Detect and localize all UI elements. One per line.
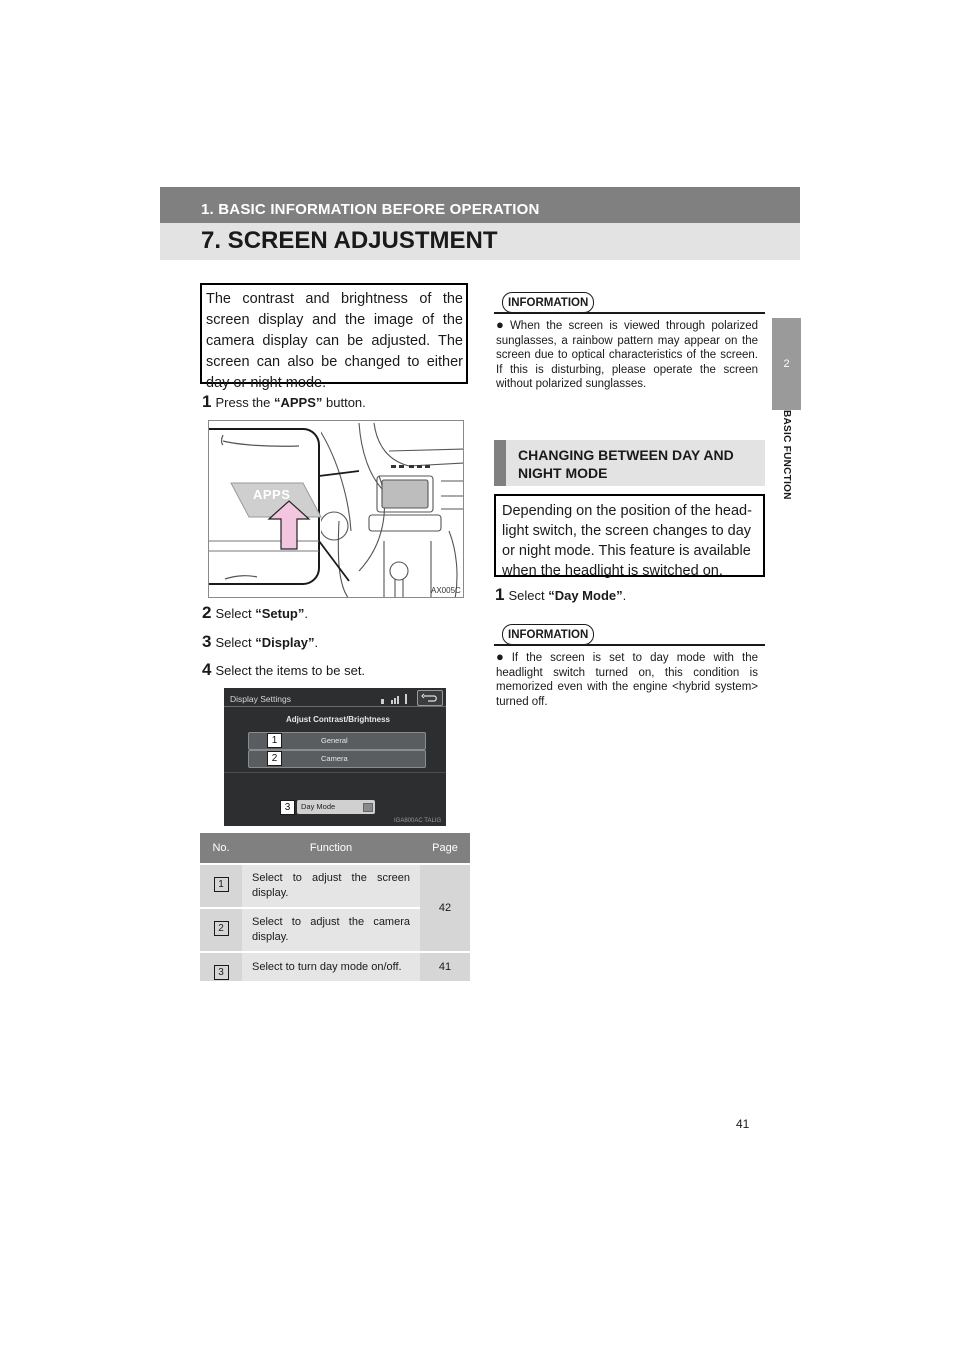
step-number: 1 — [495, 585, 505, 604]
bullet-icon: ● — [496, 649, 509, 664]
information-text-1 — [496, 318, 758, 392]
information-rule — [494, 312, 765, 314]
information-label: INFORMATION — [502, 624, 594, 645]
information-label: INFORMATION — [502, 292, 594, 313]
step-2 — [202, 603, 308, 623]
header-no: No. — [200, 833, 242, 864]
information-body: When the screen is viewed through polarized sunglasses, a rainbow pattern may appear on the screen due to optical characteristics of the screen. If this is disturbing, please operate the screen without polarized sunglasses. — [496, 320, 758, 390]
side-tab-label-wrap — [760, 410, 804, 522]
camera-label: Camera — [321, 754, 348, 763]
apps-button-label: APPS — [253, 487, 291, 502]
step-number: 3 — [202, 632, 212, 651]
row-number: 2 — [214, 921, 229, 936]
step-text: Select — [508, 588, 549, 603]
display-settings-screenshot — [224, 688, 446, 826]
step-text-end: . — [304, 606, 308, 621]
dashboard-drawing — [209, 421, 464, 598]
header-page: Page — [420, 833, 470, 864]
table-row — [200, 952, 470, 981]
marker-3: 3 — [280, 800, 295, 815]
table-header — [200, 833, 470, 864]
page-title: 7. SCREEN ADJUSTMENT — [201, 227, 498, 254]
row-page: 42 — [420, 864, 470, 952]
figure-code: AX005C — [431, 586, 461, 595]
marker-2: 2 — [267, 751, 282, 766]
step-keyword: “Display” — [255, 635, 315, 650]
row-number: 1 — [214, 877, 229, 892]
step-keyword: “APPS” — [274, 395, 323, 410]
section-label: Adjust Contrast/Brightness — [286, 715, 391, 724]
step-keyword: “Day Mode” — [548, 588, 623, 603]
step-number: 1 — [202, 392, 212, 411]
row-number-cell — [200, 952, 242, 981]
step-text: Select — [215, 606, 256, 621]
function-table — [200, 833, 470, 981]
chapter-header — [160, 223, 800, 260]
page-number: 41 — [736, 1117, 750, 1131]
information-body: If the screen is set to day mode with the headlight switch turned on, this condition is memorized even with the engine <hybrid system> turned off. — [496, 652, 758, 708]
step-4 — [202, 660, 365, 680]
day-night-box: Depending on the position of the head-light switch, the screen changes to day or night mode. This feature is available when the headlight is switched on. — [494, 494, 765, 577]
row-number-cell — [200, 908, 242, 952]
step-number: 2 — [202, 603, 212, 622]
marker-1: 1 — [267, 733, 282, 748]
row-page: 41 — [420, 952, 470, 981]
section-header — [160, 187, 800, 223]
divider — [224, 772, 446, 773]
step-text: Press the — [215, 395, 274, 410]
step-text-end: . — [314, 635, 319, 650]
step-keyword: “Setup” — [255, 606, 305, 621]
step-right-1 — [495, 585, 626, 605]
bullet-icon: ● — [496, 317, 507, 332]
figure-code: IGA800AC TALIG — [394, 818, 442, 824]
section-title: 1. BASIC INFORMATION BEFORE OPERATION — [201, 201, 540, 218]
toggle-indicator — [363, 803, 373, 812]
back-icon[interactable] — [417, 690, 443, 706]
side-tab-number: 2 — [783, 358, 790, 370]
row-function: Select to turn day mode on/off. — [242, 952, 420, 981]
row-number: 3 — [214, 965, 229, 980]
step-1 — [202, 392, 366, 412]
day-mode-label: Day Mode — [301, 802, 336, 811]
step-text: Select — [215, 635, 256, 650]
intro-box: The contrast and brightness of the screen display and the image of the camera display can be adjusted. The screen can also be changed to either day or night mode. — [200, 283, 468, 384]
step-3 — [202, 632, 318, 652]
screen-title: Display Settings — [230, 694, 291, 704]
day-mode-button[interactable] — [297, 800, 375, 814]
general-label: General — [321, 736, 348, 745]
header-function: Function — [242, 833, 420, 864]
row-function: Select to adjust the screen display. — [242, 864, 420, 908]
table-row — [200, 864, 470, 908]
step-number: 4 — [202, 660, 212, 679]
information-text-2 — [496, 650, 758, 709]
step-text-end: button. — [322, 395, 366, 410]
divider — [224, 706, 446, 707]
changing-heading — [494, 440, 765, 486]
signal-icon — [381, 692, 411, 704]
dashboard-illustration — [208, 420, 464, 598]
changing-title: CHANGING BETWEEN DAY AND NIGHT MODE — [518, 447, 734, 481]
row-number-cell — [200, 864, 242, 908]
step-text-end: . — [622, 588, 627, 603]
side-tab-label: BASIC FUNCTION — [781, 410, 792, 500]
heading-bar — [494, 440, 506, 486]
step-text: Select the items to be set. — [215, 663, 366, 678]
row-function: Select to adjust the camera display. — [242, 908, 420, 952]
information-rule — [494, 644, 765, 646]
